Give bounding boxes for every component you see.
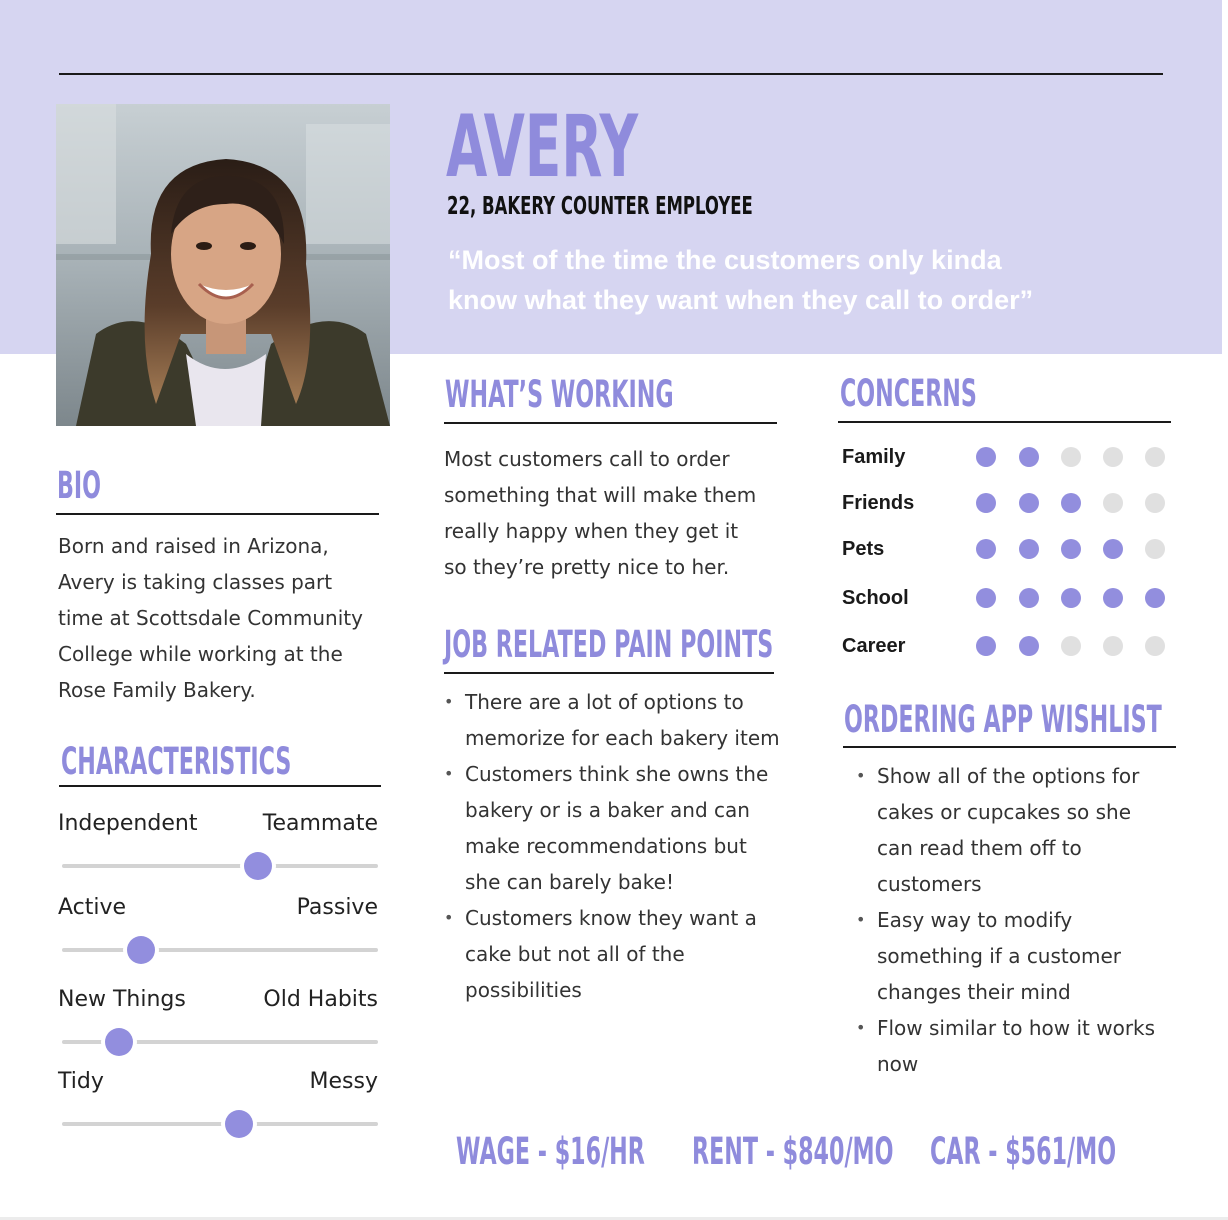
list-item-line: cakes or cupcakes so she: [877, 800, 1132, 824]
rating-dot-empty: [1145, 447, 1165, 467]
list-item: [855, 758, 1185, 902]
rating-dot-filled: [1019, 447, 1039, 467]
rating-dot-empty: [1145, 539, 1165, 559]
list-item-line: make recommendations but: [465, 834, 747, 858]
list-item-line: cake but not all of the: [465, 942, 685, 966]
list-item-line: she can barely bake!: [465, 870, 674, 894]
list-item: [443, 684, 803, 756]
bullet-icon: •: [444, 692, 454, 711]
list-item-line: something if a customer: [877, 944, 1121, 968]
list-item: [443, 756, 803, 900]
list-item-line: Easy way to modify: [877, 908, 1073, 932]
pain-points-rule: [444, 672, 774, 674]
top-divider: [59, 73, 1163, 75]
bio-line: Rose Family Bakery.: [58, 678, 256, 702]
list-item: [443, 900, 803, 1008]
rating-dot-empty: [1145, 636, 1165, 656]
list-item-line: changes their mind: [877, 980, 1071, 1004]
rating-dot-filled: [1019, 493, 1039, 513]
trait-slider[interactable]: [58, 1068, 380, 1152]
working-heading: WHAT’S WORKING: [445, 373, 674, 416]
bio-text: [58, 528, 388, 708]
list-item-line: There are a lot of options to: [465, 690, 744, 714]
characteristics-rule: [59, 785, 381, 787]
concern-label: Family: [842, 446, 906, 468]
rating-dot-filled: [976, 539, 996, 559]
trait-left-label: New Things: [58, 987, 186, 1012]
persona-role: 22, BAKERY COUNTER EMPLOYEE: [447, 191, 753, 220]
bio-line: time at Scottsdale Community: [58, 606, 363, 630]
slider-knob[interactable]: [225, 1110, 253, 1138]
rating-dot-filled: [1145, 588, 1165, 608]
quote-line: “Most of the time the customers only kinda: [448, 245, 1002, 275]
list-item-line: Flow similar to how it works: [877, 1016, 1156, 1040]
pain-points-heading: JOB RELATED PAIN POINTS: [444, 623, 774, 666]
rating-dot-filled: [1019, 636, 1039, 656]
rating-dot-filled: [976, 636, 996, 656]
persona-photo: [56, 104, 390, 426]
pain-points-list: [443, 684, 803, 1008]
car-stat: CAR - $561/MO: [930, 1130, 1117, 1173]
list-item-line: Customers know they want a: [465, 906, 757, 930]
list-item-line: Show all of the options for: [877, 764, 1140, 788]
slider-track: [62, 1122, 378, 1126]
bullet-icon: •: [444, 908, 454, 927]
bullet-icon: •: [444, 764, 454, 783]
list-item-line: possibilities: [465, 978, 582, 1002]
working-line: really happy when they get it: [444, 519, 739, 543]
bullet-icon: •: [856, 766, 866, 785]
working-line: so they’re pretty nice to her.: [444, 555, 730, 579]
concern-row: [842, 488, 1172, 518]
wishlist-list: [855, 758, 1185, 1082]
trait-slider[interactable]: [58, 810, 380, 894]
persona-name: AVERY: [446, 97, 639, 197]
concern-row: [842, 534, 1172, 564]
working-text: [444, 441, 789, 585]
working-rule: [444, 422, 777, 424]
slider-knob[interactable]: [105, 1028, 133, 1056]
trait-slider[interactable]: [58, 894, 380, 978]
bullet-icon: •: [856, 1018, 866, 1037]
list-item: [855, 1010, 1185, 1082]
rating-dot-filled: [976, 588, 996, 608]
rating-dot-filled: [976, 447, 996, 467]
characteristics-heading: CHARACTERISTICS: [61, 740, 292, 783]
rating-dot-filled: [1019, 539, 1039, 559]
bio-line: College while working at the: [58, 642, 343, 666]
rating-dot-empty: [1145, 493, 1165, 513]
rating-dot-filled: [1103, 588, 1123, 608]
concern-row: [842, 631, 1172, 661]
list-item-line: bakery or is a baker and can: [465, 798, 750, 822]
concern-label: School: [842, 587, 909, 609]
trait-left-label: Independent: [58, 811, 198, 836]
trait-right-label: Old Habits: [263, 987, 378, 1012]
trait-right-label: Passive: [296, 895, 378, 920]
rating-dot-filled: [1103, 539, 1123, 559]
bio-rule: [56, 513, 379, 515]
rating-dot-filled: [1019, 588, 1039, 608]
rating-dot-filled: [1061, 493, 1081, 513]
list-item-line: customers: [877, 872, 982, 896]
rating-dot-filled: [976, 493, 996, 513]
wishlist-rule: [843, 746, 1176, 748]
bio-line: Avery is taking classes part: [58, 570, 333, 594]
concerns-heading: CONCERNS: [840, 372, 977, 415]
rating-dot-empty: [1061, 636, 1081, 656]
concern-label: Career: [842, 635, 906, 657]
bio-line: Born and raised in Arizona,: [58, 534, 329, 558]
trait-right-label: Messy: [309, 1069, 378, 1094]
trait-slider[interactable]: [58, 986, 380, 1070]
concern-label: Friends: [842, 492, 915, 514]
concern-row: [842, 442, 1172, 472]
trait-left-label: Tidy: [58, 1069, 104, 1094]
concern-label: Pets: [842, 538, 885, 560]
slider-track: [62, 948, 378, 952]
list-item-line: now: [877, 1052, 919, 1076]
list-item-line: memorize for each bakery item: [465, 726, 780, 750]
rating-dot-empty: [1103, 493, 1123, 513]
wage-stat: WAGE - $16/HR: [456, 1130, 645, 1173]
rating-dot-filled: [1061, 539, 1081, 559]
bullet-icon: •: [856, 910, 866, 929]
working-line: something that will make them: [444, 483, 757, 507]
list-item: [855, 902, 1185, 1010]
persona-quote: [448, 240, 1148, 320]
trait-right-label: Teammate: [262, 811, 378, 836]
slider-knob[interactable]: [244, 852, 272, 880]
list-item-line: can read them off to: [877, 836, 1082, 860]
rating-dot-empty: [1103, 636, 1123, 656]
quote-line: know what they want when they call to order”: [448, 285, 1034, 315]
rent-stat: RENT - $840/MO: [692, 1130, 894, 1173]
rating-dot-filled: [1061, 588, 1081, 608]
concerns-rule: [838, 421, 1171, 423]
bio-heading: BIO: [57, 464, 102, 507]
rating-dot-empty: [1103, 447, 1123, 467]
list-item-line: Customers think she owns the: [465, 762, 769, 786]
slider-track: [62, 864, 378, 868]
concern-row: [842, 583, 1172, 613]
rating-dot-empty: [1061, 447, 1081, 467]
wishlist-heading: ORDERING APP WISHLIST: [844, 698, 1162, 741]
slider-knob[interactable]: [127, 936, 155, 964]
trait-left-label: Active: [58, 895, 127, 920]
working-line: Most customers call to order: [444, 447, 730, 471]
